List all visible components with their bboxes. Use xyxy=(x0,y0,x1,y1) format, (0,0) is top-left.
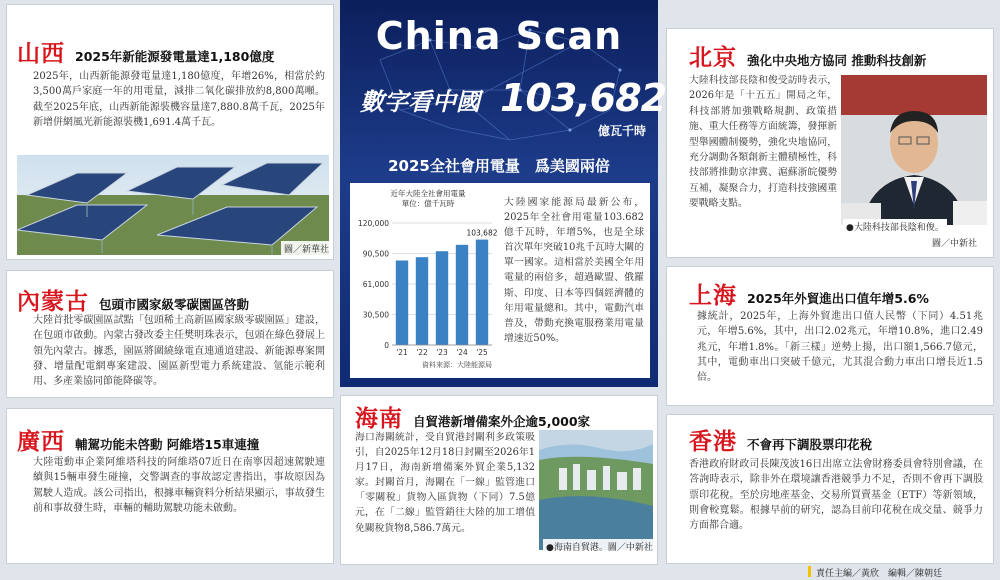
card-hainan xyxy=(340,395,658,565)
portrait-photo xyxy=(841,75,987,225)
photo-caption: ●海南自貿港。圖／中新社 xyxy=(543,539,656,554)
region-name: 海南 xyxy=(355,406,403,432)
y-tick-label: 30,500 xyxy=(362,310,389,320)
article-body: 大陸電動車企業阿維塔科技的阿維塔07近日在南寧因超速駕駛連續與15輛車發生碰撞，交警調查的事故認定書指出，事故原因為駕駛人造成。該公司指出，根據車輛資料分析結果顯示，事故發生前和事故發生時，車輛的輔助駕駛功能未啟動。 xyxy=(33,457,325,514)
bar xyxy=(416,257,428,345)
headline-number: 103,682 xyxy=(500,76,667,120)
article-body: 大陸科技部長陰和俊受訪時表示，2026年是「十五五」開局之年，科技部將加強戰略規劃、政策措施、重大任務等方面統籌，發揮新型舉國體制優勢，強化央地協同，充分調動各類創新主體積極性，科技部將推動京津冀、滬蘇浙皖優勢互補，凝聚合力，打造科技強國重要戰略支點。 xyxy=(689,75,837,210)
y-tick-label: 0 xyxy=(384,341,389,350)
region-name: 內蒙古 xyxy=(17,289,89,315)
x-tick-label: '23 xyxy=(436,348,448,357)
x-tick-label: '24 xyxy=(456,348,468,357)
article-body: 2025年，山西新能源發電量達1,180億度，年增26%，相當於約3,500萬戶家庭一年的用電量，減排二氧化碳排放約8,800萬噸。截至2025年底，山西新能源裝機容量達7,880.8萬千瓦，2025年新增併網風光新能源裝機1,691.4萬千瓦。 xyxy=(33,71,325,128)
hero-headline: 2025全社會用電量 爲美國兩倍 xyxy=(388,157,610,175)
solar-panel-photo xyxy=(17,155,329,255)
hainan-port-photo xyxy=(539,430,653,550)
headline: 自貿港新增備案外企逾5,000家 xyxy=(413,414,591,429)
chart-unit: 單位：億千瓦時 xyxy=(401,199,455,208)
x-tick-label: '21 xyxy=(396,348,408,357)
y-tick-label: 120,000 xyxy=(357,219,389,228)
card-shanxi xyxy=(6,4,334,260)
hero-article-body: 大陸國家能源局最新公布，2025年全社會用電量103.682億千瓦時，年增5%，也是全球首次單年突破10兆千瓦時大關的單一國家。這相當於美國全年用電量的兩倍多，超過歐盟、俄羅斯、印度、日本等四個經濟體的年用電量總和。其中，電動汽車普及，帶動充換電服務業用電量增速近50%。 xyxy=(504,197,644,344)
hero-content xyxy=(350,183,650,378)
section-title: China Scan xyxy=(375,14,623,58)
bar xyxy=(436,251,448,345)
region-name: 香港 xyxy=(689,429,737,455)
headline: 2025年新能源發電量達1,180億度 xyxy=(75,49,275,64)
headline: 輔駕功能未啓動 阿維塔15車連撞 xyxy=(75,437,260,452)
card-neimenggu xyxy=(6,270,334,398)
region-name: 廣西 xyxy=(17,429,65,455)
bar xyxy=(476,240,488,345)
editor-credit: 責任主編／黃欣 編輯／陳朝廷 xyxy=(816,569,943,579)
region-name: 北京 xyxy=(689,45,737,71)
article-body: 海口海關統計，受自貿港封關利多政策吸引，自2025年12月18日封關至2026年1月17日，海南新增備案外貿企業5,132家。封關首月，海關在「一線」監管進口「零關稅」貨物入區貨物（下同）7.5億元，在「二線」監管銷往大陸的加工增值免關稅貨物8,586.7萬元。 xyxy=(355,432,535,534)
data-label: 103,682 xyxy=(466,228,498,238)
article-body: 大陸首批零碳園區試點「包頭稀土高新區國家級零碳園區」建設，在包頭市啟動。內蒙古發改委主任樊明珠表示，包頭在綠色發展上領先內蒙古。據悉，園區將圍繞綠電直連通道建設、新能源專案開發、增量配電網專案建設、園區新型電力系統建設、氫能示範利用、多產業協同節能降碳等。 xyxy=(33,315,325,388)
card-shanghai xyxy=(666,266,994,406)
chart-title: 近年大陸全社會用電量 xyxy=(390,189,466,198)
article-body: 據統計，2025年，上海外貿進出口值人民幣（下同）4.51兆元，年增5.6%，其中，出口2.02兆元，年增10.8%，進口2.49兆元，年增1.8%。「新三樣」逆勢上揚，出口額1,566.7億元，其中，電動車出口突破千億元，尤其混合動力車出口增長近1.5倍。 xyxy=(697,311,983,384)
chart-source: 資料來源：大陸能源局 xyxy=(422,361,492,369)
photo-caption: ●大陸科技部長陰和俊。 xyxy=(843,219,947,234)
photo-credit: 圖／新華社 xyxy=(281,241,332,256)
china-scan-hero xyxy=(340,0,667,387)
headline-unit: 億瓦千時 xyxy=(598,124,647,138)
x-tick-label: '22 xyxy=(416,348,428,357)
electricity-bar-chart xyxy=(350,197,500,375)
headline: 強化中央地方協同 推動科技創新 xyxy=(747,53,927,68)
region-name: 山西 xyxy=(17,41,65,67)
photo-credit: 圖／中新社 xyxy=(929,235,980,250)
y-tick-label: 61,000 xyxy=(362,280,389,289)
headline: 2025年外貿進出口值年增5.6% xyxy=(747,291,929,306)
bar xyxy=(396,260,408,345)
y-tick-label: 90,500 xyxy=(362,249,389,259)
x-tick-label: '25 xyxy=(476,348,488,357)
headline: 不會再下調股票印花稅 xyxy=(747,437,873,452)
card-beijing xyxy=(666,28,994,258)
section-subtitle: 數字看中國 xyxy=(360,88,480,116)
bar xyxy=(456,245,468,345)
card-guangxi xyxy=(6,408,334,564)
region-name: 上海 xyxy=(689,283,737,309)
footer-accent-bar xyxy=(808,566,811,577)
article-body: 香港政府財政司長陳茂波16日出席立法會財務委員會特別會議，在答詢時表示，除非外在環境讓香港競爭力不足，否則不會再下調股票印花稅。至於房地產基金、交易所買賣基金（ETF）等新領域，則會較寬鬆。根據早前的研究，認為目前印花稅在成交量、競爭力方面都合適。 xyxy=(689,459,983,532)
headline: 包頭市國家級零碳園區啓動 xyxy=(99,297,250,312)
card-hongkong xyxy=(666,414,994,564)
